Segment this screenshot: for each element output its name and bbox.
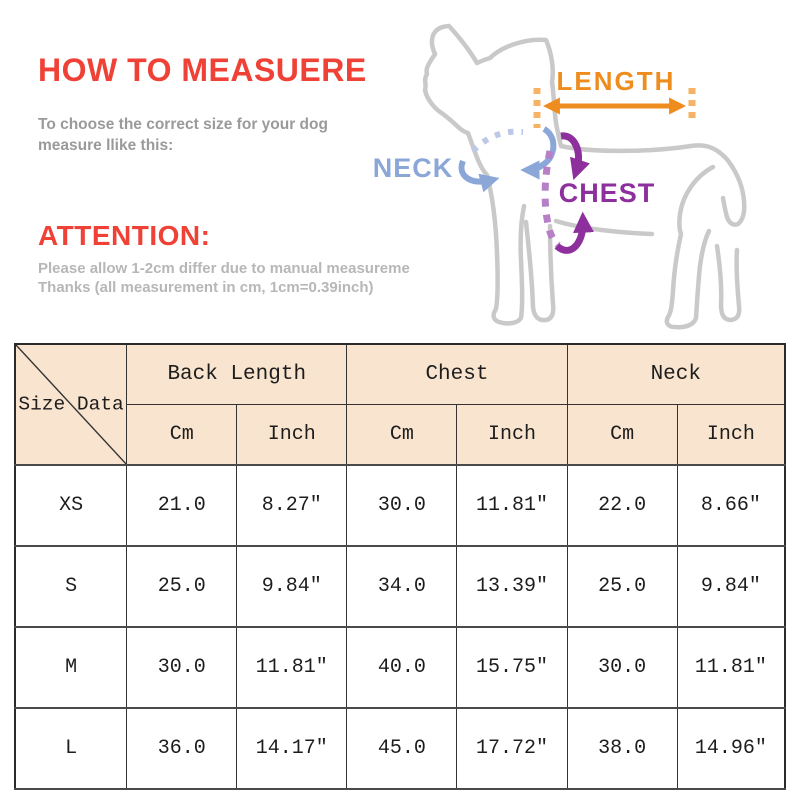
- dog-front-leg-near: [487, 175, 524, 323]
- neck-dotted-line: [473, 132, 523, 151]
- value-cell: 11.81″: [677, 627, 785, 708]
- value-cell: 30.0: [127, 627, 237, 708]
- attention-line2: Thanks (all measurement in cm, 1cm=0.39inch): [38, 279, 374, 296]
- chest-label: CHEST: [558, 178, 656, 208]
- size-cell: M: [15, 627, 127, 708]
- neck-arrow-large: [528, 129, 553, 170]
- neck-arrow-small: [462, 161, 492, 182]
- neck-measurement: [373, 129, 554, 183]
- attention-line1: Please allow 1-2cm differ due to manual measureme: [38, 260, 410, 277]
- value-cell: 25.0: [127, 546, 237, 627]
- corner-label: Size Data: [18, 393, 124, 416]
- table-row: [15, 708, 785, 789]
- value-cell: 14.96″: [677, 708, 785, 789]
- value-cell: 15.75″: [457, 627, 567, 708]
- value-cell: 8.27″: [237, 465, 347, 546]
- value-cell: 9.84″: [237, 546, 347, 627]
- size-cell: S: [15, 546, 127, 627]
- value-cell: 22.0: [567, 465, 677, 546]
- value-cell: 17.72″: [457, 708, 567, 789]
- size-cell: L: [15, 708, 127, 789]
- subtitle-line1: To choose the correct size for your dog: [38, 116, 328, 133]
- column-group-neck: Neck: [567, 344, 785, 405]
- value-cell: 30.0: [567, 627, 677, 708]
- unit-header: Inch: [237, 405, 347, 466]
- table-row: [15, 465, 785, 546]
- table-row: [15, 546, 785, 627]
- size-table-grid: [14, 343, 786, 790]
- value-cell: 13.39″: [457, 546, 567, 627]
- unit-header: Cm: [127, 405, 237, 466]
- value-cell: 21.0: [127, 465, 237, 546]
- value-cell: 11.81″: [237, 627, 347, 708]
- unit-header: Cm: [567, 405, 677, 466]
- value-cell: 11.81″: [457, 465, 567, 546]
- table-row: [15, 627, 785, 708]
- unit-header: Inch: [677, 405, 785, 466]
- dog-rear-leg-near: [667, 167, 713, 327]
- unit-header: Cm: [347, 405, 457, 466]
- dog-rear-leg-far: [717, 246, 739, 320]
- value-cell: 40.0: [347, 627, 457, 708]
- size-table: [14, 343, 786, 777]
- value-cell: 45.0: [347, 708, 457, 789]
- value-cell: 8.66″: [677, 465, 785, 546]
- length-measurement: [537, 66, 692, 128]
- attention-body: [38, 259, 410, 297]
- chest-arrow-top: [561, 136, 578, 172]
- value-cell: 36.0: [127, 708, 237, 789]
- page-title: HOW TO MEASUERE: [38, 52, 367, 88]
- dog-belly: [556, 221, 652, 234]
- column-group-back-length: Back Length: [127, 344, 347, 405]
- value-cell: 30.0: [347, 465, 457, 546]
- size-cell: XS: [15, 465, 127, 546]
- value-cell: 25.0: [567, 546, 677, 627]
- corner-header-cell: [15, 344, 127, 465]
- value-cell: 14.17″: [237, 708, 347, 789]
- value-cell: 34.0: [347, 546, 457, 627]
- unit-header: Inch: [457, 405, 567, 466]
- value-cell: 9.84″: [677, 546, 785, 627]
- subtitle-line2: measure llike this:: [38, 137, 174, 154]
- subtitle: [38, 114, 368, 156]
- measurement-diagram: [360, 10, 800, 345]
- value-cell: 38.0: [567, 708, 677, 789]
- length-label: LENGTH: [556, 66, 676, 96]
- neck-label: NECK: [372, 153, 454, 183]
- attention-title: ATTENTION:: [38, 220, 211, 251]
- column-group-chest: Chest: [347, 344, 567, 405]
